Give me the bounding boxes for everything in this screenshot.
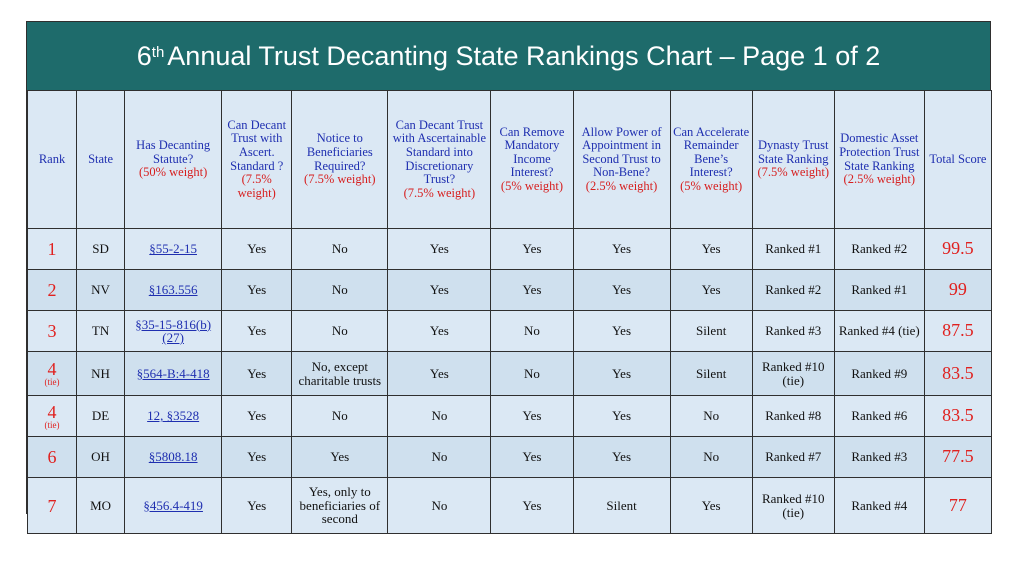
score-cell: 99.5 xyxy=(924,229,991,270)
mandatory-cell: Yes xyxy=(491,396,573,437)
accelerate-cell: No xyxy=(670,437,752,478)
accelerate-cell: Silent xyxy=(670,352,752,396)
table-row xyxy=(28,396,992,437)
state-cell: TN xyxy=(77,311,125,352)
score-cell: 83.5 xyxy=(924,396,991,437)
mandatory-cell: Yes xyxy=(491,270,573,311)
poa-cell: Yes xyxy=(573,352,670,396)
poa-cell: Yes xyxy=(573,437,670,478)
accelerate-cell: No xyxy=(670,396,752,437)
header-rank: Rank xyxy=(28,91,77,229)
dapt-cell: Ranked #4 (tie) xyxy=(834,311,924,352)
header-row xyxy=(28,91,992,229)
accelerate-cell: Yes xyxy=(670,229,752,270)
table-row xyxy=(28,352,992,396)
statute-link[interactable]: §5808.18 xyxy=(125,437,222,478)
dynasty-cell: Ranked #7 xyxy=(752,437,834,478)
accelerate-cell: Yes xyxy=(670,270,752,311)
discretionary-cell: No xyxy=(388,478,491,534)
ascert-cell: Yes xyxy=(222,396,292,437)
poa-cell: Yes xyxy=(573,311,670,352)
mandatory-cell: Yes xyxy=(491,229,573,270)
notice-cell: Yes, only to beneficiaries of second xyxy=(292,478,388,534)
discretionary-cell: Yes xyxy=(388,352,491,396)
notice-cell: Yes xyxy=(292,437,388,478)
header-power-of-appointment: Allow Power of Appointment in Second Trust to Non-Bene? (2.5% weight) xyxy=(573,91,670,229)
dynasty-cell: Ranked #2 xyxy=(752,270,834,311)
title-text: Annual Trust Decanting State Rankings Chart – Page 1 of 2 xyxy=(167,40,881,71)
poa-cell: Yes xyxy=(573,396,670,437)
title-superscript: th xyxy=(151,43,165,61)
title-prefix: 6 xyxy=(136,40,152,71)
ascert-cell: Yes xyxy=(222,229,292,270)
dapt-cell: Ranked #6 xyxy=(834,396,924,437)
dapt-cell: Ranked #4 xyxy=(834,478,924,534)
score-cell: 77 xyxy=(924,478,991,534)
notice-cell: No xyxy=(292,311,388,352)
discretionary-cell: Yes xyxy=(388,270,491,311)
poa-cell: Yes xyxy=(573,270,670,311)
header-mandatory-income: Can Remove Mandatory Income Interest? (5% weight) xyxy=(491,91,573,229)
dynasty-cell: Ranked #10 (tie) xyxy=(752,352,834,396)
header-ascert-standard: Can Decant Trust with Ascert. Standard ? (7.5% weight) xyxy=(222,91,292,229)
table-row xyxy=(28,270,992,311)
discretionary-cell: Yes xyxy=(388,229,491,270)
ascert-cell: Yes xyxy=(222,311,292,352)
mandatory-cell: Yes xyxy=(491,478,573,534)
statute-link[interactable]: §564-B:4-418 xyxy=(125,352,222,396)
dapt-cell: Ranked #1 xyxy=(834,270,924,311)
mandatory-cell: No xyxy=(491,311,573,352)
statute-link[interactable]: §456.4-419 xyxy=(125,478,222,534)
poa-cell: Yes xyxy=(573,229,670,270)
header-discretionary: Can Decant Trust with Ascertainable Standard into Discretionary Trust? (7.5% weight) xyxy=(388,91,491,229)
accelerate-cell: Silent xyxy=(670,311,752,352)
state-cell: DE xyxy=(77,396,125,437)
dynasty-cell: Ranked #3 xyxy=(752,311,834,352)
dynasty-cell: Ranked #8 xyxy=(752,396,834,437)
ascert-cell: Yes xyxy=(222,270,292,311)
dapt-cell: Ranked #3 xyxy=(834,437,924,478)
rank-cell: 4 (tie) xyxy=(28,396,77,437)
chart-title xyxy=(27,22,990,90)
score-cell: 99 xyxy=(924,270,991,311)
rank-cell: 1 xyxy=(28,229,77,270)
mandatory-cell: Yes xyxy=(491,437,573,478)
table-row xyxy=(28,229,992,270)
dapt-cell: Ranked #2 xyxy=(834,229,924,270)
poa-cell: Silent xyxy=(573,478,670,534)
table-row xyxy=(28,437,992,478)
header-dapt: Domestic Asset Protection Trust State Ranking (2.5% weight) xyxy=(834,91,924,229)
discretionary-cell: No xyxy=(388,437,491,478)
rank-cell: 4 (tie) xyxy=(28,352,77,396)
score-cell: 77.5 xyxy=(924,437,991,478)
state-cell: NV xyxy=(77,270,125,311)
score-cell: 87.5 xyxy=(924,311,991,352)
header-total-score: Total Score xyxy=(924,91,991,229)
rankings-chart xyxy=(26,21,991,527)
table-row xyxy=(28,478,992,534)
statute-link[interactable]: §55-2-15 xyxy=(125,229,222,270)
dynasty-cell: Ranked #10 (tie) xyxy=(752,478,834,534)
mandatory-cell: No xyxy=(491,352,573,396)
score-cell: 83.5 xyxy=(924,352,991,396)
rankings-table xyxy=(27,90,992,534)
discretionary-cell: Yes xyxy=(388,311,491,352)
state-cell: SD xyxy=(77,229,125,270)
table-row xyxy=(28,311,992,352)
rank-cell: 6 xyxy=(28,437,77,478)
notice-cell: No xyxy=(292,229,388,270)
rank-cell: 7 xyxy=(28,478,77,534)
state-cell: NH xyxy=(77,352,125,396)
ascert-cell: Yes xyxy=(222,437,292,478)
header-accelerate: Can Accelerate Remainder Bene’s Interest? (5% weight) xyxy=(670,91,752,229)
notice-cell: No, except charitable trusts xyxy=(292,352,388,396)
accelerate-cell: Yes xyxy=(670,478,752,534)
notice-cell: No xyxy=(292,396,388,437)
statute-link[interactable]: §163.556 xyxy=(125,270,222,311)
ascert-cell: Yes xyxy=(222,478,292,534)
header-state: State xyxy=(77,91,125,229)
statute-link[interactable]: §35-15-816(b)(27) xyxy=(125,311,222,352)
dynasty-cell: Ranked #1 xyxy=(752,229,834,270)
rank-cell: 3 xyxy=(28,311,77,352)
header-dynasty: Dynasty Trust State Ranking (7.5% weight) xyxy=(752,91,834,229)
header-notice: Notice to Beneficiaries Required? (7.5% weight) xyxy=(292,91,388,229)
dapt-cell: Ranked #9 xyxy=(834,352,924,396)
notice-cell: No xyxy=(292,270,388,311)
ascert-cell: Yes xyxy=(222,352,292,396)
state-cell: OH xyxy=(77,437,125,478)
state-cell: MO xyxy=(77,478,125,534)
discretionary-cell: No xyxy=(388,396,491,437)
rank-cell: 2 xyxy=(28,270,77,311)
statute-link[interactable]: 12, §3528 xyxy=(125,396,222,437)
header-decanting-statute: Has Decanting Statute? (50% weight) xyxy=(125,91,222,229)
